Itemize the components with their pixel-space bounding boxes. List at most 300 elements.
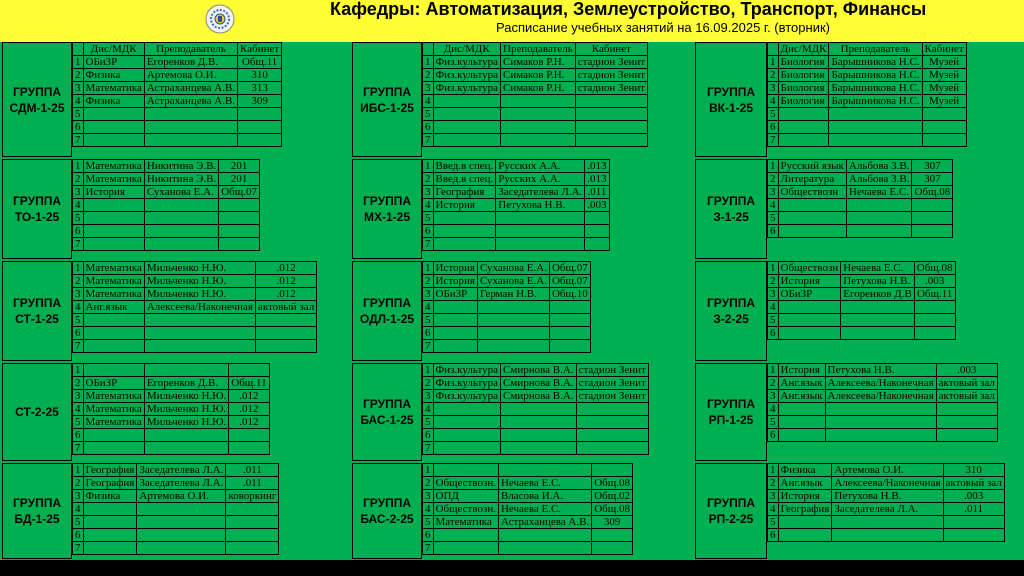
teacher-cell: Мильченко Н.Ю. — [144, 275, 255, 288]
lesson-number: 6 — [768, 121, 779, 134]
subject-cell: Обществозн. — [433, 503, 498, 516]
subject-cell — [778, 108, 829, 121]
lesson-number: 6 — [768, 429, 779, 442]
table-row — [73, 327, 317, 340]
teacher-cell: Петухова Н.В. — [496, 199, 585, 212]
teacher-cell — [144, 238, 218, 251]
teacher-cell: Барышникова Н.С. — [829, 56, 922, 69]
subject-cell — [778, 212, 846, 225]
subject-cell — [83, 529, 137, 542]
lesson-number: 4 — [73, 199, 84, 212]
lesson-number: 5 — [73, 516, 84, 529]
room-cell — [219, 199, 260, 212]
room-cell: .003 — [585, 199, 609, 212]
table-row — [423, 529, 633, 542]
room-cell: стадион Зенит — [575, 69, 647, 82]
subject-cell: ОБиЗР — [83, 377, 144, 390]
teacher-cell: Смирнова В.А. — [501, 364, 577, 377]
table-row — [768, 69, 967, 82]
lesson-number: 1 — [423, 56, 434, 69]
lesson-number: 6 — [73, 529, 84, 542]
room-cell — [255, 314, 316, 327]
room-cell — [922, 134, 966, 147]
lesson-number: 2 — [423, 477, 434, 490]
lesson-number: 4 — [768, 403, 779, 416]
lesson-number: 4 — [423, 503, 434, 516]
lesson-number: 5 — [423, 416, 434, 429]
room-cell — [914, 327, 955, 340]
table-row — [768, 95, 967, 108]
group-name: ГРУППА МХ-1-25 — [352, 159, 422, 259]
subject-cell — [433, 340, 477, 353]
subject-cell: Обществозн — [778, 262, 841, 275]
subject-cell — [778, 529, 832, 542]
group-name: ГРУППА З-1-25 — [695, 159, 767, 259]
teacher-cell: Мильченко Н.Ю. — [144, 288, 255, 301]
subject-cell — [778, 301, 841, 314]
subject-cell — [433, 212, 496, 225]
subject-cell: Физика — [83, 490, 137, 503]
table-row — [768, 82, 967, 95]
subject-cell: Математика — [83, 275, 144, 288]
subject-cell: Математика — [433, 516, 498, 529]
table-row — [73, 134, 282, 147]
subject-cell: Анг.язык — [778, 390, 825, 403]
room-cell: актовый зал — [255, 301, 316, 314]
schedule-table — [422, 261, 591, 353]
column-header-row — [73, 43, 282, 56]
subject-cell — [433, 416, 501, 429]
teacher-cell — [137, 503, 226, 516]
table-row — [423, 225, 610, 238]
room-cell — [226, 542, 279, 555]
teacher-cell — [144, 121, 237, 134]
lesson-number: 4 — [423, 403, 434, 416]
teacher-cell: Суханова Е.А. — [477, 275, 549, 288]
teacher-cell — [477, 301, 549, 314]
room-cell: 309 — [238, 95, 282, 108]
lesson-number: 4 — [73, 95, 84, 108]
lesson-number: 3 — [73, 390, 84, 403]
lesson-number: 7 — [423, 542, 434, 555]
lesson-number: 6 — [423, 429, 434, 442]
room-cell — [912, 212, 953, 225]
subject-cell — [83, 364, 144, 377]
lesson-number: 3 — [768, 390, 779, 403]
schedule-table — [422, 363, 649, 455]
lesson-number: 2 — [768, 377, 779, 390]
schedule-table — [422, 463, 633, 555]
lesson-number: 5 — [768, 314, 779, 327]
room-cell: .012 — [229, 403, 269, 416]
teacher-cell: Смирнова В.А. — [501, 377, 577, 390]
room-cell: Музей — [922, 95, 966, 108]
lesson-number: 4 — [73, 301, 84, 314]
lesson-number: 2 — [73, 69, 84, 82]
room-cell — [943, 516, 1004, 529]
teacher-cell — [501, 429, 577, 442]
teacher-cell: Нечаева Е.С. — [498, 503, 591, 516]
room-cell: .003 — [936, 364, 997, 377]
table-row — [423, 56, 648, 69]
teacher-cell: Барышникова Н.С. — [829, 82, 922, 95]
room-cell: .011 — [943, 503, 1004, 516]
teacher-cell — [825, 429, 936, 442]
group-name: ГРУППА РП-2-25 — [695, 463, 767, 559]
teacher-cell — [501, 108, 576, 121]
lesson-number: 5 — [768, 516, 779, 529]
teacher-cell: Мильченко Н.Ю. — [144, 390, 228, 403]
header-num — [768, 43, 779, 56]
table-row — [73, 121, 282, 134]
table-row — [768, 212, 953, 225]
lesson-number: 1 — [73, 364, 84, 377]
room-cell: .013 — [585, 160, 609, 173]
room-cell: Общ.07 — [219, 186, 260, 199]
room-cell — [575, 134, 647, 147]
room-cell — [914, 314, 955, 327]
header-subject: Дис/МДК — [433, 43, 501, 56]
lesson-number: 1 — [73, 262, 84, 275]
lesson-number: 1 — [768, 364, 779, 377]
header-teacher: Преподаватель — [144, 43, 237, 56]
subject-cell — [433, 429, 501, 442]
teacher-cell — [498, 464, 591, 477]
room-cell — [576, 442, 648, 455]
subject-cell — [433, 225, 496, 238]
table-row — [423, 416, 649, 429]
subject-cell — [778, 225, 846, 238]
group-name: ГРУППА БАС-2-25 — [352, 463, 422, 559]
subject-cell: Математика — [83, 262, 144, 275]
subject-cell — [83, 108, 144, 121]
column-header-row — [768, 43, 967, 56]
teacher-cell: Артемова О.И. — [137, 490, 226, 503]
schedule-table — [72, 159, 260, 251]
lesson-number: 6 — [73, 225, 84, 238]
teacher-cell: Петухова Н.В. — [825, 364, 936, 377]
room-cell: 201 — [219, 160, 260, 173]
subject-cell — [778, 516, 832, 529]
lesson-number: 1 — [423, 160, 434, 173]
teacher-cell: Мильченко Н.Ю. — [144, 403, 228, 416]
room-cell: Общ.08 — [914, 262, 955, 275]
teacher-cell: Мильченко Н.Ю. — [144, 262, 255, 275]
table-row — [423, 364, 649, 377]
table-row — [423, 542, 633, 555]
schedule-table — [767, 261, 956, 340]
room-cell: 307 — [912, 160, 953, 173]
schedule-table — [72, 363, 270, 455]
lesson-number: 6 — [423, 121, 434, 134]
teacher-cell — [846, 212, 912, 225]
subject-cell: География — [83, 464, 137, 477]
lesson-number: 1 — [73, 56, 84, 69]
room-cell: .003 — [943, 490, 1004, 503]
teacher-cell — [841, 327, 915, 340]
lesson-number: 5 — [768, 108, 779, 121]
table-row — [423, 477, 633, 490]
table-row — [423, 160, 610, 173]
table-row — [423, 108, 648, 121]
lesson-number: 5 — [423, 314, 434, 327]
room-cell: Общ.11 — [229, 377, 269, 390]
teacher-cell: Алексеева/Наконечная — [832, 477, 943, 490]
table-row — [768, 301, 956, 314]
room-cell: Общ.07 — [549, 262, 590, 275]
room-cell: Общ.08 — [912, 186, 953, 199]
subject-cell: Физика — [83, 69, 144, 82]
table-row — [423, 262, 591, 275]
table-row — [73, 464, 279, 477]
lesson-number: 6 — [423, 225, 434, 238]
teacher-cell — [829, 108, 922, 121]
room-cell — [592, 542, 633, 555]
lesson-number: 3 — [768, 288, 779, 301]
lesson-number: 3 — [73, 288, 84, 301]
room-cell — [943, 529, 1004, 542]
table-row — [768, 134, 967, 147]
room-cell — [575, 108, 647, 121]
subject-cell — [778, 134, 829, 147]
lesson-number: 1 — [423, 364, 434, 377]
teacher-cell — [144, 340, 255, 353]
table-row — [423, 442, 649, 455]
teacher-cell: Нечаева Е.С. — [846, 186, 912, 199]
teacher-cell: Нечаева Е.С. — [498, 477, 591, 490]
teacher-cell — [501, 416, 577, 429]
subject-cell — [433, 314, 477, 327]
room-cell: Музей — [922, 56, 966, 69]
table-row — [73, 403, 270, 416]
teacher-cell — [144, 134, 237, 147]
table-row — [768, 173, 953, 186]
teacher-cell: Никитина Э.В. — [144, 160, 218, 173]
subject-cell: История — [778, 275, 841, 288]
subject-cell: Биология — [778, 82, 829, 95]
table-row — [768, 464, 1005, 477]
table-row — [423, 490, 633, 503]
teacher-cell — [825, 403, 936, 416]
room-cell: 309 — [592, 516, 633, 529]
room-cell: 310 — [238, 69, 282, 82]
lesson-number: 4 — [423, 199, 434, 212]
lesson-number: 4 — [423, 301, 434, 314]
room-cell — [219, 212, 260, 225]
lesson-number: 7 — [73, 238, 84, 251]
subject-cell — [83, 429, 144, 442]
teacher-cell: Астраханцева А.В. — [144, 82, 237, 95]
subject-cell: ОБиЗР — [778, 288, 841, 301]
lesson-number: 3 — [73, 490, 84, 503]
room-cell: Общ.08 — [592, 477, 633, 490]
lesson-number: 7 — [423, 340, 434, 353]
header-room: Кабинет — [238, 43, 282, 56]
lesson-number: 6 — [423, 327, 434, 340]
room-cell — [936, 429, 997, 442]
subject-cell — [433, 403, 501, 416]
teacher-cell: Альбова З.В. — [846, 160, 912, 173]
lesson-number: 2 — [768, 275, 779, 288]
teacher-cell — [829, 134, 922, 147]
subject-cell: История — [433, 199, 496, 212]
teacher-cell: Симаков Р.Н. — [501, 56, 576, 69]
table-row — [768, 429, 998, 442]
table-row — [768, 503, 1005, 516]
lesson-number: 5 — [423, 212, 434, 225]
table-row — [73, 516, 279, 529]
group-name: ГРУППА БД-1-25 — [2, 463, 72, 559]
subject-cell — [433, 121, 501, 134]
teacher-cell — [501, 134, 576, 147]
teacher-cell — [841, 301, 915, 314]
teacher-cell — [137, 542, 226, 555]
lesson-number: 2 — [768, 69, 779, 82]
room-cell: .012 — [229, 416, 269, 429]
table-row — [423, 301, 591, 314]
subject-cell: Математика — [83, 82, 144, 95]
subject-cell: Физ.культура — [433, 69, 501, 82]
lesson-number: 2 — [768, 477, 779, 490]
room-cell — [912, 199, 953, 212]
subject-cell — [433, 301, 477, 314]
lesson-number: 5 — [768, 212, 779, 225]
room-cell: .013 — [585, 173, 609, 186]
room-cell: .012 — [255, 275, 316, 288]
subject-cell — [433, 134, 501, 147]
column-header-row — [423, 43, 648, 56]
header-room: Кабинет — [922, 43, 966, 56]
table-row — [423, 186, 610, 199]
teacher-cell: Алексеева/Наконечная — [144, 301, 255, 314]
room-cell — [592, 529, 633, 542]
lesson-number: 7 — [768, 134, 779, 147]
teacher-cell — [144, 429, 228, 442]
teacher-cell: Никитина Э.В. — [144, 173, 218, 186]
teacher-cell: Астраханцева А.В. — [144, 95, 237, 108]
table-row — [423, 69, 648, 82]
group-name: ГРУППА З-2-25 — [695, 261, 767, 361]
table-row — [73, 288, 317, 301]
teacher-cell: Артемова О.И. — [832, 464, 943, 477]
schedule-table — [422, 42, 648, 147]
subject-cell — [778, 416, 825, 429]
room-cell — [575, 121, 647, 134]
lesson-number: 7 — [423, 238, 434, 251]
header-num — [73, 43, 84, 56]
table-row — [423, 212, 610, 225]
room-cell: Общ.08 — [592, 503, 633, 516]
lesson-number: 5 — [768, 416, 779, 429]
table-row — [423, 403, 649, 416]
room-cell — [592, 464, 633, 477]
subject-cell: Биология — [778, 95, 829, 108]
subject-cell — [83, 134, 144, 147]
teacher-cell: Симаков Р.Н. — [501, 82, 576, 95]
table-row — [768, 275, 956, 288]
table-row — [73, 390, 270, 403]
lesson-number: 2 — [423, 377, 434, 390]
group-name: ГРУППА ВК-1-25 — [695, 42, 767, 157]
table-row — [768, 199, 953, 212]
table-row — [423, 199, 610, 212]
lesson-number: 6 — [768, 529, 779, 542]
table-row — [73, 314, 317, 327]
lesson-number: 3 — [423, 186, 434, 199]
schedule-table — [422, 159, 610, 251]
room-cell: .012 — [255, 288, 316, 301]
table-row — [768, 160, 953, 173]
subject-cell — [778, 314, 841, 327]
room-cell — [229, 429, 269, 442]
table-row — [768, 364, 998, 377]
subject-cell: Физика — [778, 464, 832, 477]
lesson-number: 2 — [768, 173, 779, 186]
schedule-table — [767, 42, 967, 147]
teacher-cell: Егоренков Д.В. — [144, 377, 228, 390]
header-room: Кабинет — [575, 43, 647, 56]
table-row — [423, 464, 633, 477]
subject-cell: Биология — [778, 69, 829, 82]
subject-cell: История — [83, 186, 144, 199]
table-row — [73, 69, 282, 82]
subject-cell: География — [433, 186, 496, 199]
subject-cell: Обществозн. — [433, 477, 498, 490]
lesson-number: 3 — [73, 82, 84, 95]
teacher-cell: Петухова Н.В. — [841, 275, 915, 288]
table-row — [423, 238, 610, 251]
lesson-number: 2 — [423, 173, 434, 186]
subject-cell — [83, 340, 144, 353]
subject-cell: История — [433, 262, 477, 275]
teacher-cell — [501, 403, 577, 416]
subject-cell — [433, 95, 501, 108]
subject-cell: Математика — [83, 173, 144, 186]
subject-cell: Физика — [83, 95, 144, 108]
room-cell: Общ.11 — [914, 288, 955, 301]
subject-cell — [83, 225, 144, 238]
table-row — [423, 275, 591, 288]
table-row — [73, 490, 279, 503]
teacher-cell — [144, 199, 218, 212]
header-subject: Дис/МДК — [83, 43, 144, 56]
lesson-number: 3 — [768, 186, 779, 199]
subject-cell — [83, 121, 144, 134]
subject-cell: Физ.культура — [433, 390, 501, 403]
lesson-number: 5 — [73, 108, 84, 121]
teacher-cell — [144, 364, 228, 377]
teacher-cell — [496, 238, 585, 251]
room-cell: 201 — [219, 173, 260, 186]
lesson-number: 7 — [73, 134, 84, 147]
room-cell — [914, 301, 955, 314]
teacher-cell: Заседателева Л.А. — [137, 464, 226, 477]
table-row — [423, 516, 633, 529]
schedule-table — [72, 42, 282, 147]
teacher-cell — [832, 529, 943, 542]
group-name: ГРУППА ОДЛ-1-25 — [352, 261, 422, 361]
teacher-cell: Смирнова В.А. — [501, 390, 577, 403]
subject-cell — [83, 199, 144, 212]
teacher-cell: Альбова З.В. — [846, 173, 912, 186]
lesson-number: 3 — [423, 82, 434, 95]
room-cell: Музей — [922, 69, 966, 82]
room-cell — [219, 225, 260, 238]
teacher-cell — [477, 314, 549, 327]
lesson-number: 2 — [73, 275, 84, 288]
table-row — [73, 416, 270, 429]
subject-cell — [433, 442, 501, 455]
